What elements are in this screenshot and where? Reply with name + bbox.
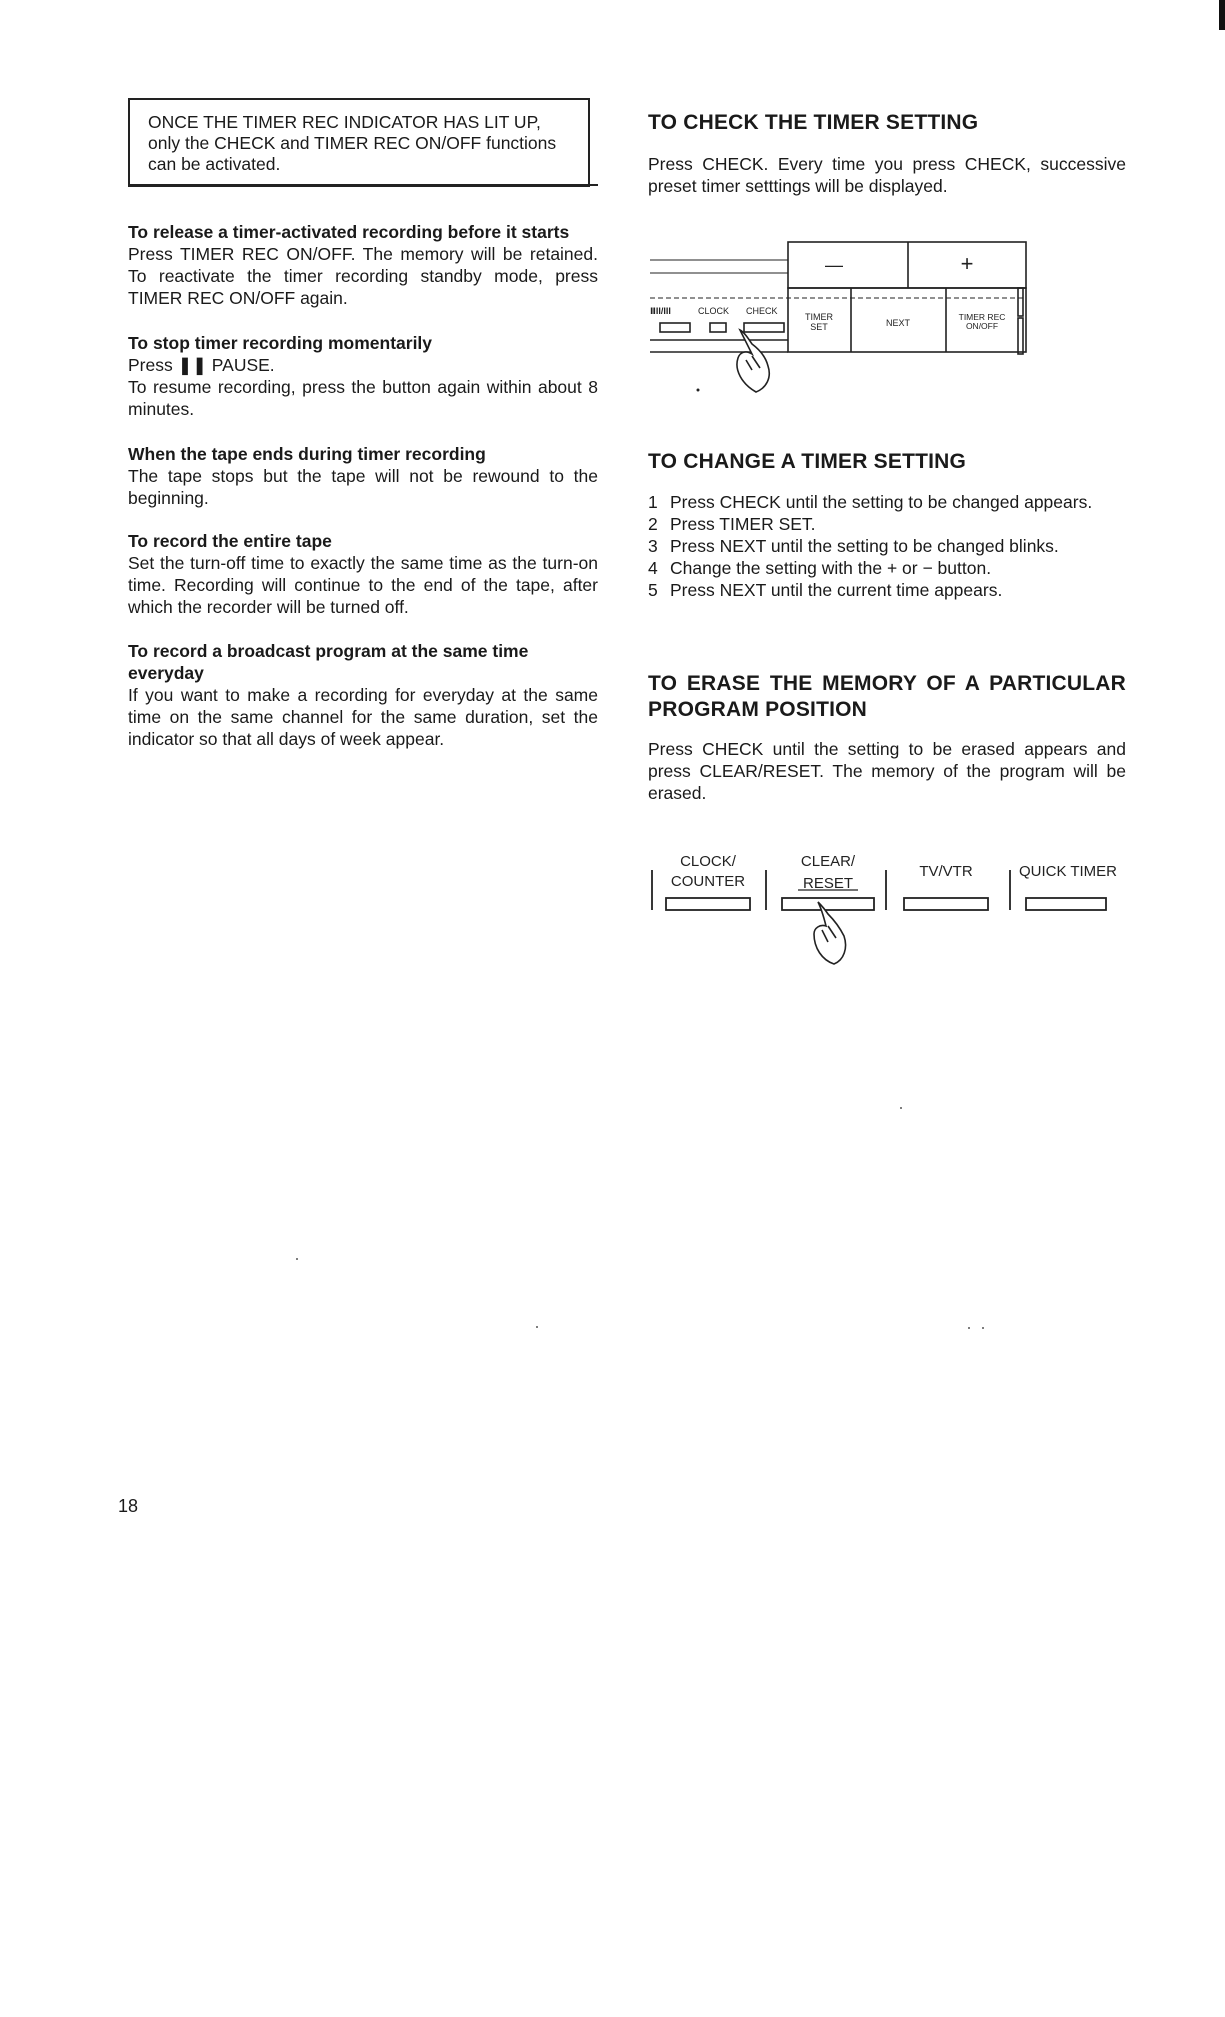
section-tape-ends: [128, 443, 598, 509]
scan-speck: [968, 1327, 970, 1329]
scan-speck: [536, 1326, 538, 1328]
section-release: [128, 221, 598, 309]
check-section: [648, 110, 1126, 197]
notice-box: [128, 98, 590, 187]
section-heading: To stop timer recording momentarily: [128, 333, 433, 353]
change-heading: TO CHANGE A TIMER SETTING: [648, 450, 967, 473]
erase-section: [648, 671, 1126, 804]
section-heading: To release a timer-activated recording before it starts: [128, 222, 570, 242]
check-label: CHECK: [746, 306, 778, 316]
scan-speck: [982, 1327, 984, 1329]
check-heading: TO CHECK THE TIMER SETTING: [648, 111, 979, 134]
clock-counter-label: COUNTER: [670, 873, 746, 890]
timer-rec-label: ON/OFF: [965, 321, 999, 331]
mode-label: ⅡII/III: [650, 306, 671, 316]
step-item: 4 Change the setting with the + or − button.: [648, 558, 992, 578]
section-pause: [128, 332, 598, 420]
clock-counter-label: CLOCK/: [680, 853, 736, 870]
page-number: 18: [118, 1496, 139, 1516]
clear-reset-panel-illustration: [648, 852, 1126, 982]
section-heading: To record a broadcast program at the same time everyday: [128, 641, 529, 683]
section-heading: To record the entire tape: [128, 531, 332, 551]
timer-set-label: TIMER: [805, 312, 833, 322]
check-body: Press CHECK. Every time you press CHECK, successive preset timer setttings will be displayed.: [648, 154, 1126, 196]
scan-speck: [900, 1107, 902, 1109]
minus-label: —: [825, 255, 843, 275]
erase-body: Press CHECK until the setting to be erased appears and press CLEAR/RESET. The memory of the program will be erased.: [648, 739, 1126, 803]
change-steps-list: [648, 491, 1126, 601]
tv-vtr-label: TV/VTR: [919, 863, 973, 880]
timer-set-label: SET: [810, 322, 828, 332]
erase-heading: TO ERASE THE MEMORY OF A PARTICULAR PROGRAM POSITION: [648, 672, 1126, 721]
section-everyday: [128, 640, 598, 750]
clear-reset-label: RESET: [802, 875, 854, 892]
section-body: Set the turn-off time to exactly the same time as the turn-on time. Recording will continue to the end of the tape, after which the recorder will be turned off.: [128, 553, 598, 617]
clear-reset-label: CLEAR/: [800, 853, 856, 870]
step-item: 1 Press CHECK until the setting to be changed appears.: [648, 492, 1093, 512]
section-heading: When the tape ends during timer recording: [128, 444, 486, 464]
pointing-hand-icon: [814, 902, 846, 964]
timer-panel-illustration: [648, 238, 1028, 414]
step-item: 2 Press TIMER SET.: [648, 514, 816, 534]
section-body: The tape stops but the tape will not be rewound to the beginning.: [128, 466, 598, 508]
quick-timer-label: QUICK TIMER: [1018, 863, 1118, 880]
section-body: Press ❚❚ PAUSE. To resume recording, press the button again within about 8 minutes.: [128, 355, 598, 419]
timer-rec-label: TIMER REC: [958, 312, 1006, 322]
scan-speck: [296, 1258, 298, 1260]
page-edge-mark: [1219, 0, 1225, 30]
step-item: 5 Press NEXT until the current time appears.: [648, 580, 1003, 600]
clock-label: CLOCK: [698, 306, 730, 316]
plus-label: +: [960, 251, 974, 276]
notice-text: ONCE THE TIMER REC INDICATOR HAS LIT UP, only the CHECK and TIMER REC ON/OFF functions can be activated.: [148, 112, 557, 174]
step-item: 3 Press NEXT until the setting to be changed blinks.: [648, 536, 1059, 556]
change-section: [648, 449, 1126, 601]
section-entire-tape: [128, 530, 598, 618]
next-label: NEXT: [885, 318, 911, 328]
section-body: Press TIMER REC ON/OFF. The memory will be retained. To reactivate the timer recording standby mode, press TIMER REC ON/OFF again.: [128, 244, 598, 308]
section-body: If you want to make a recording for everyday at the same time on the same channel for the same duration, set the indicator so that all days of week appear.: [128, 685, 598, 749]
notice-box-underline: [128, 184, 598, 186]
